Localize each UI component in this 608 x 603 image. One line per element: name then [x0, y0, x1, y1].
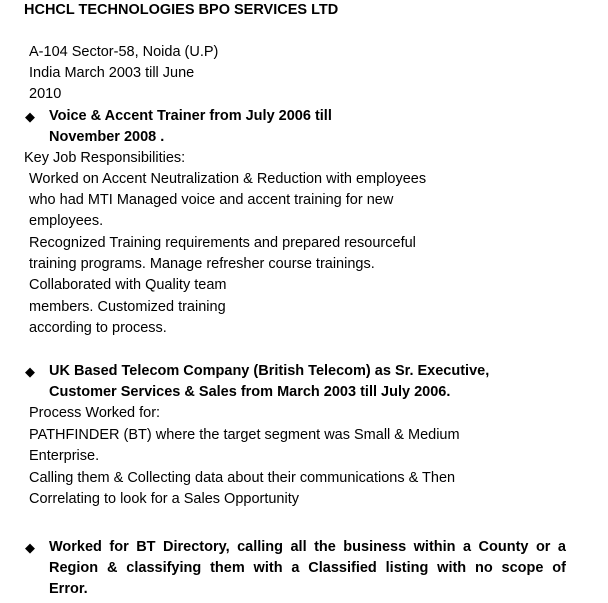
role-title: Voice & Accent Trainer from July 2006 till [49, 108, 332, 124]
role-title: UK Based Telecom Company (British Telecom) as Sr. Executive, [49, 363, 490, 379]
responsibility-line: members. Customized training [29, 299, 226, 315]
detail-line: Process Worked for: [29, 405, 161, 421]
responsibility-line: Recognized Training requirements and prepared resourceful [29, 235, 416, 251]
role3-line: Region & classifying them with a Classified listing with no scope of [49, 560, 566, 576]
detail-line: Calling them & Collecting data about their communications & Then [29, 470, 456, 486]
responsibility-line: Collaborated with Quality team [29, 277, 227, 293]
responsibility-line: training programs. Manage refresher course trainings. [29, 256, 375, 272]
role3-line: Worked for BT Directory, calling all the business within a County or a [49, 539, 566, 555]
diamond-bullet-icon: ◆ [25, 540, 35, 555]
address-line: 2010 [29, 86, 62, 102]
role3-paragraph [49, 537, 566, 600]
diamond-bullet-icon: ◆ [25, 364, 35, 379]
address-line: India March 2003 till June [29, 65, 195, 81]
detail-line: Enterprise. [29, 448, 100, 464]
role-title: Customer Services & Sales from March 2003 till July 2006. [49, 384, 451, 400]
address-line: A-104 Sector-58, Noida (U.P) [29, 44, 219, 60]
responsibility-line: who had MTI Managed voice and accent training for new [29, 192, 394, 208]
responsibility-line: employees. [29, 213, 104, 229]
responsibility-line: Worked on Accent Neutralization & Reduction with employees [29, 171, 427, 187]
detail-line: PATHFINDER (BT) where the target segment was Small & Medium [29, 427, 460, 443]
responsibility-line: according to process. [29, 320, 167, 336]
diamond-bullet-icon: ◆ [25, 109, 35, 124]
role-title: November 2008 . [49, 129, 165, 145]
responsibilities-heading: Key Job Responsibilities: [24, 150, 186, 166]
role3-line: Error. [49, 581, 88, 597]
company-name: HCHCL TECHNOLOGIES BPO SERVICES LTD [24, 2, 339, 18]
detail-line: Correlating to look for a Sales Opportunity [29, 491, 299, 507]
